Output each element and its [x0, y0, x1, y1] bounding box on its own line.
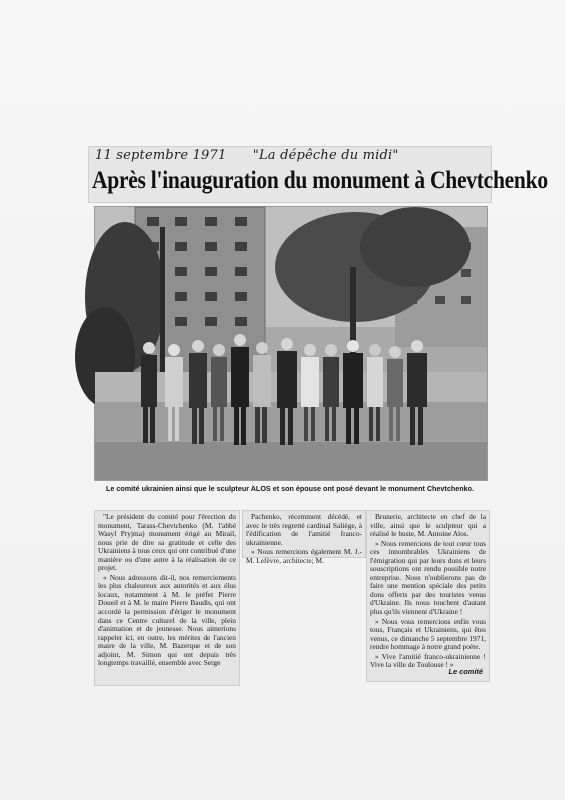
clipping-header: [88, 146, 548, 203]
handwritten-source: "La dépêche du midi": [252, 148, 399, 163]
group-photo-icon: [94, 206, 488, 481]
photo-caption: Le comité ukrainien ainsi que le sculpteur ALOS et son épouse ont posé devant le monument Chevtchenko.: [106, 484, 474, 493]
paragraph: » Nous vous remercions enfin vous tous, Français et Ukrainiens, qui êtes venus, ce dimanche 5 septembre 1971, rendre hommage à notre grand poète.: [370, 616, 486, 652]
article-column-2: [242, 510, 366, 565]
paragraph: » Nous remercions de tout cœur tous ces innombrables Ukrainiens de l'émigration qui par leurs dons et leurs souscriptions ont rendu possible notre entreprise. Nous n'oublierons pas de faire une mention spéciale des petits dons offerts par des touristes venus d'Ukraine. Ils nous touchent d'autant plus qu'ils viennent d'Ukraine !: [370, 538, 486, 617]
paragraph: « Nous adressons dit-il, nos remerciements les plus chaleureux aux autorités et aux élus locaux, notamment à M. le préfet Pierre Doueil et à M. le maire Pierre Baudis, qui ont accordé la permission d'ériger le monument dans ce Centre culturel de la ville, plein d'animation et de jeunesse. Nous aimerions rappeler ici, en outre, les mérites de l'ancien maire de la ville, M. Bazerque et de son adjoint, M. Simon qui ont depuis très longtemps travaillé, ensemble avec Serge: [98, 572, 236, 668]
paragraph: » Nous remercions également M. J.-M. Lefèvre, architecte; M.: [246, 547, 362, 565]
paragraph: "Le président du comité pour l'érection du monument, Tarass-Chevtchenko (M. l'abbé Wasyl Pryjma) monument érigé au Mirail, nous prie de dire sa gratitude et celle des Ukrainiens à tous ceux qui ont contribué d'une manière ou d'une autre à la réalisation de ce projet.: [98, 512, 236, 573]
handwritten-date: 11 septembre 1971: [95, 148, 227, 163]
paragraph: » Vive l'amitié franco-ukrainienne ! Vive la ville de Toulouse ! »: [370, 651, 486, 670]
paragraph: Brunerie, architecte en chef de la ville, ainsi que le sculpteur qui a réalisé le buste, M. Antoine Alos.: [370, 512, 486, 539]
article-headline: Après l'inauguration du monument à Chevtchenko: [92, 167, 548, 194]
newspaper-clipping: [88, 146, 548, 682]
article-signature: Le comité: [448, 667, 483, 677]
article-column-3: [366, 510, 490, 682]
article-column-1: [94, 510, 240, 686]
paragraph: Pachenko, récemment décédé, et avec le très regretté cardinal Saliège, à l'édification de l'amitié franco-ukrainienne.: [246, 512, 362, 547]
